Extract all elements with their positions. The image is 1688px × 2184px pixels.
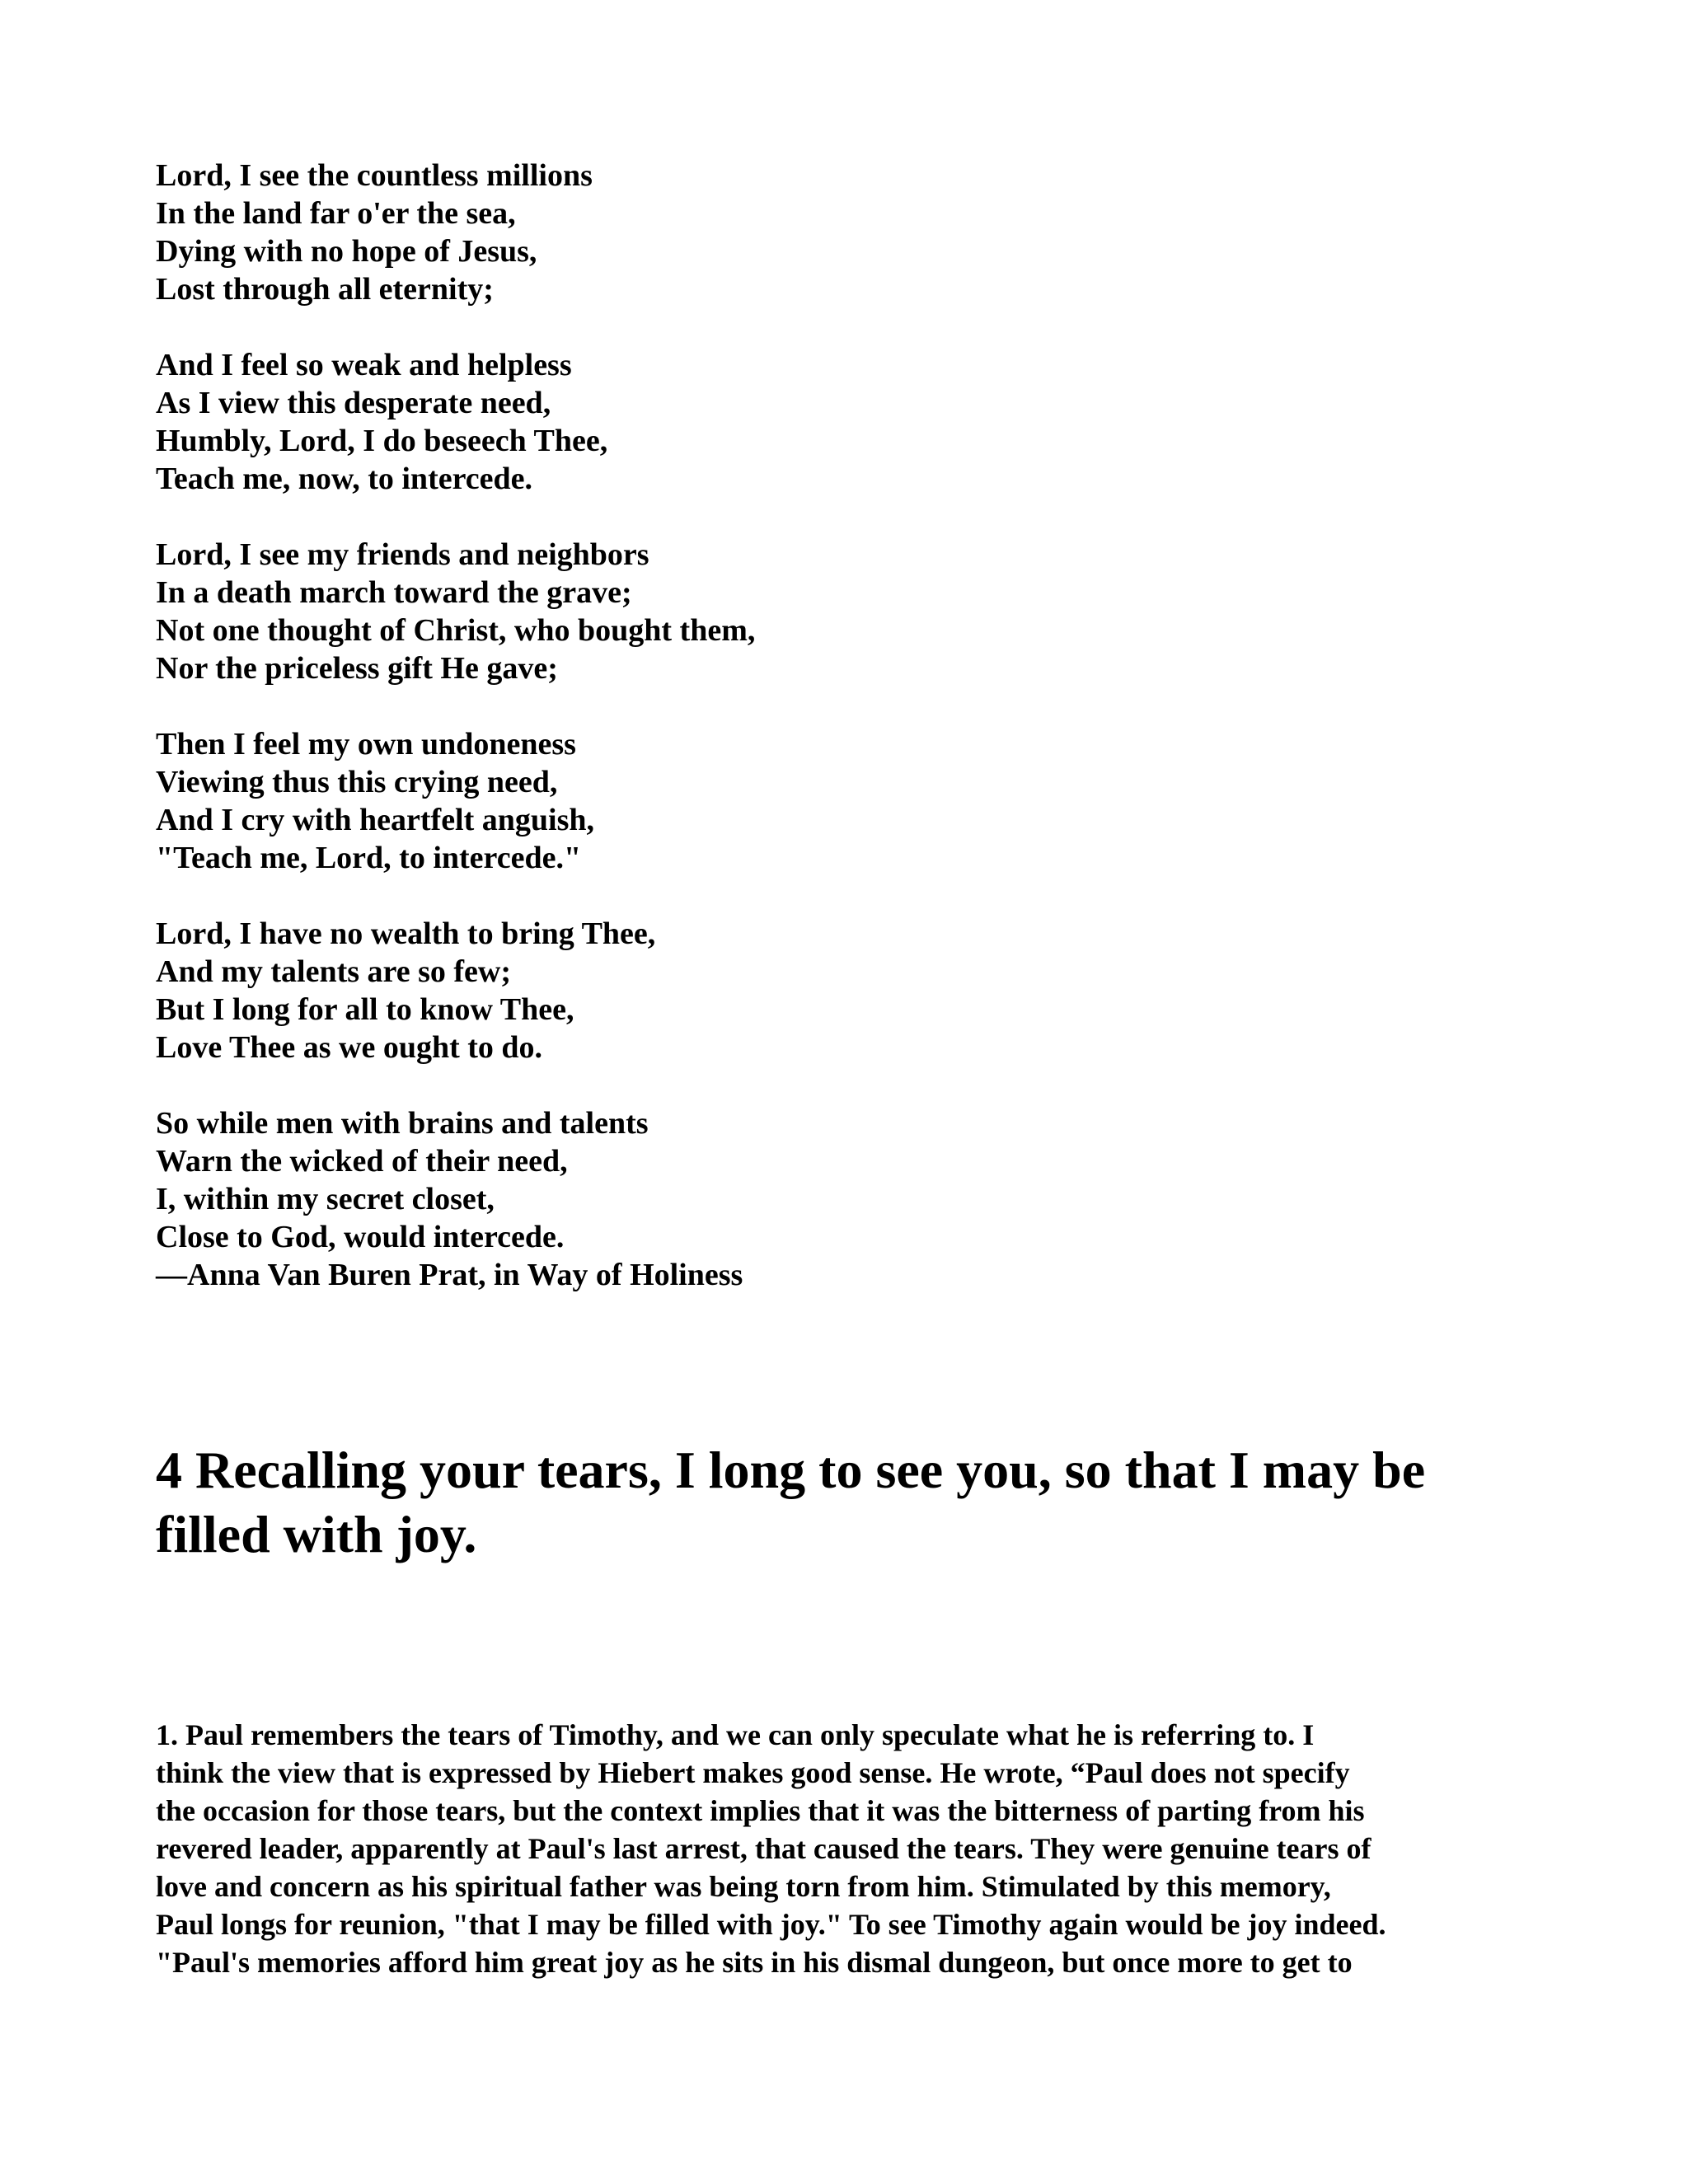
- poem-line: As I view this desperate need,: [156, 386, 551, 420]
- poem-line: Viewing thus this crying need,: [156, 765, 558, 799]
- commentary-line: 1. Paul remembers the tears of Timothy, and we can only speculate what he is referring to. I: [156, 1718, 1315, 1751]
- poem-line: Teach me, now, to intercede.: [156, 462, 533, 496]
- poem-line: Close to God, would intercede.: [156, 1220, 565, 1254]
- verse-heading: 4 Recalling your tears, I long to see you, so that I may be filled with joy.: [156, 1441, 1426, 1563]
- poem-line: In the land far o'er the sea,: [156, 196, 516, 231]
- poem-line: But I long for all to know Thee,: [156, 992, 574, 1027]
- poem-stanza: [156, 536, 1475, 687]
- poem-line: So while men with brains and talents: [156, 1106, 649, 1141]
- poem-stanza: [156, 915, 1475, 1066]
- poem: [156, 157, 1475, 1294]
- commentary-line: "Paul's memories afford him great joy as he sits in his dismal dungeon, but once more to get to: [156, 1946, 1353, 1979]
- poem-line: Lost through all eternity;: [156, 272, 494, 307]
- poem-line: "Teach me, Lord, to intercede.": [156, 841, 582, 875]
- commentary-line: the occasion for those tears, but the context implies that it was the bitterness of parting from his: [156, 1794, 1365, 1827]
- poem-line: Lord, I have no wealth to bring Thee,: [156, 916, 656, 951]
- poem-line: Not one thought of Christ, who bought them,: [156, 613, 756, 648]
- poem-line: Nor the priceless gift He gave;: [156, 651, 558, 686]
- poem-line: I, within my secret closet,: [156, 1182, 495, 1216]
- commentary-line: Paul longs for reunion, "that I may be filled with joy." To see Timothy again would be joy indeed.: [156, 1908, 1386, 1941]
- poem-line: And I cry with heartfelt anguish,: [156, 803, 595, 837]
- commentary-line: love and concern as his spiritual father was being torn from him. Stimulated by this memory,: [156, 1870, 1331, 1903]
- poem-line: Lord, I see my friends and neighbors: [156, 537, 649, 572]
- commentary-line: think the view that is expressed by Hiebert makes good sense. He wrote, “Paul does not specify: [156, 1756, 1350, 1789]
- poem-line: Love Thee as we ought to do.: [156, 1030, 543, 1065]
- poem-line: Humbly, Lord, I do beseech Thee,: [156, 424, 608, 458]
- poem-attribution: —Anna Van Buren Prat, in Way of Holiness: [156, 1258, 743, 1292]
- poem-line: Then I feel my own undoneness: [156, 727, 576, 762]
- poem-stanza: [156, 725, 1475, 877]
- poem-stanza: [156, 1104, 1475, 1294]
- poem-line: And I feel so weak and helpless: [156, 348, 572, 382]
- poem-line: In a death march toward the grave;: [156, 575, 632, 610]
- commentary-paragraph: [156, 1716, 1557, 1981]
- poem-line: Warn the wicked of their need,: [156, 1144, 568, 1179]
- poem-line: Dying with no hope of Jesus,: [156, 234, 537, 269]
- poem-stanza: [156, 346, 1475, 498]
- commentary-line: revered leader, apparently at Paul's last arrest, that caused the tears. They were genuine tears of: [156, 1832, 1372, 1865]
- poem-stanza: [156, 157, 1475, 308]
- poem-line: Lord, I see the countless millions: [156, 158, 593, 193]
- poem-line: And my talents are so few;: [156, 954, 511, 989]
